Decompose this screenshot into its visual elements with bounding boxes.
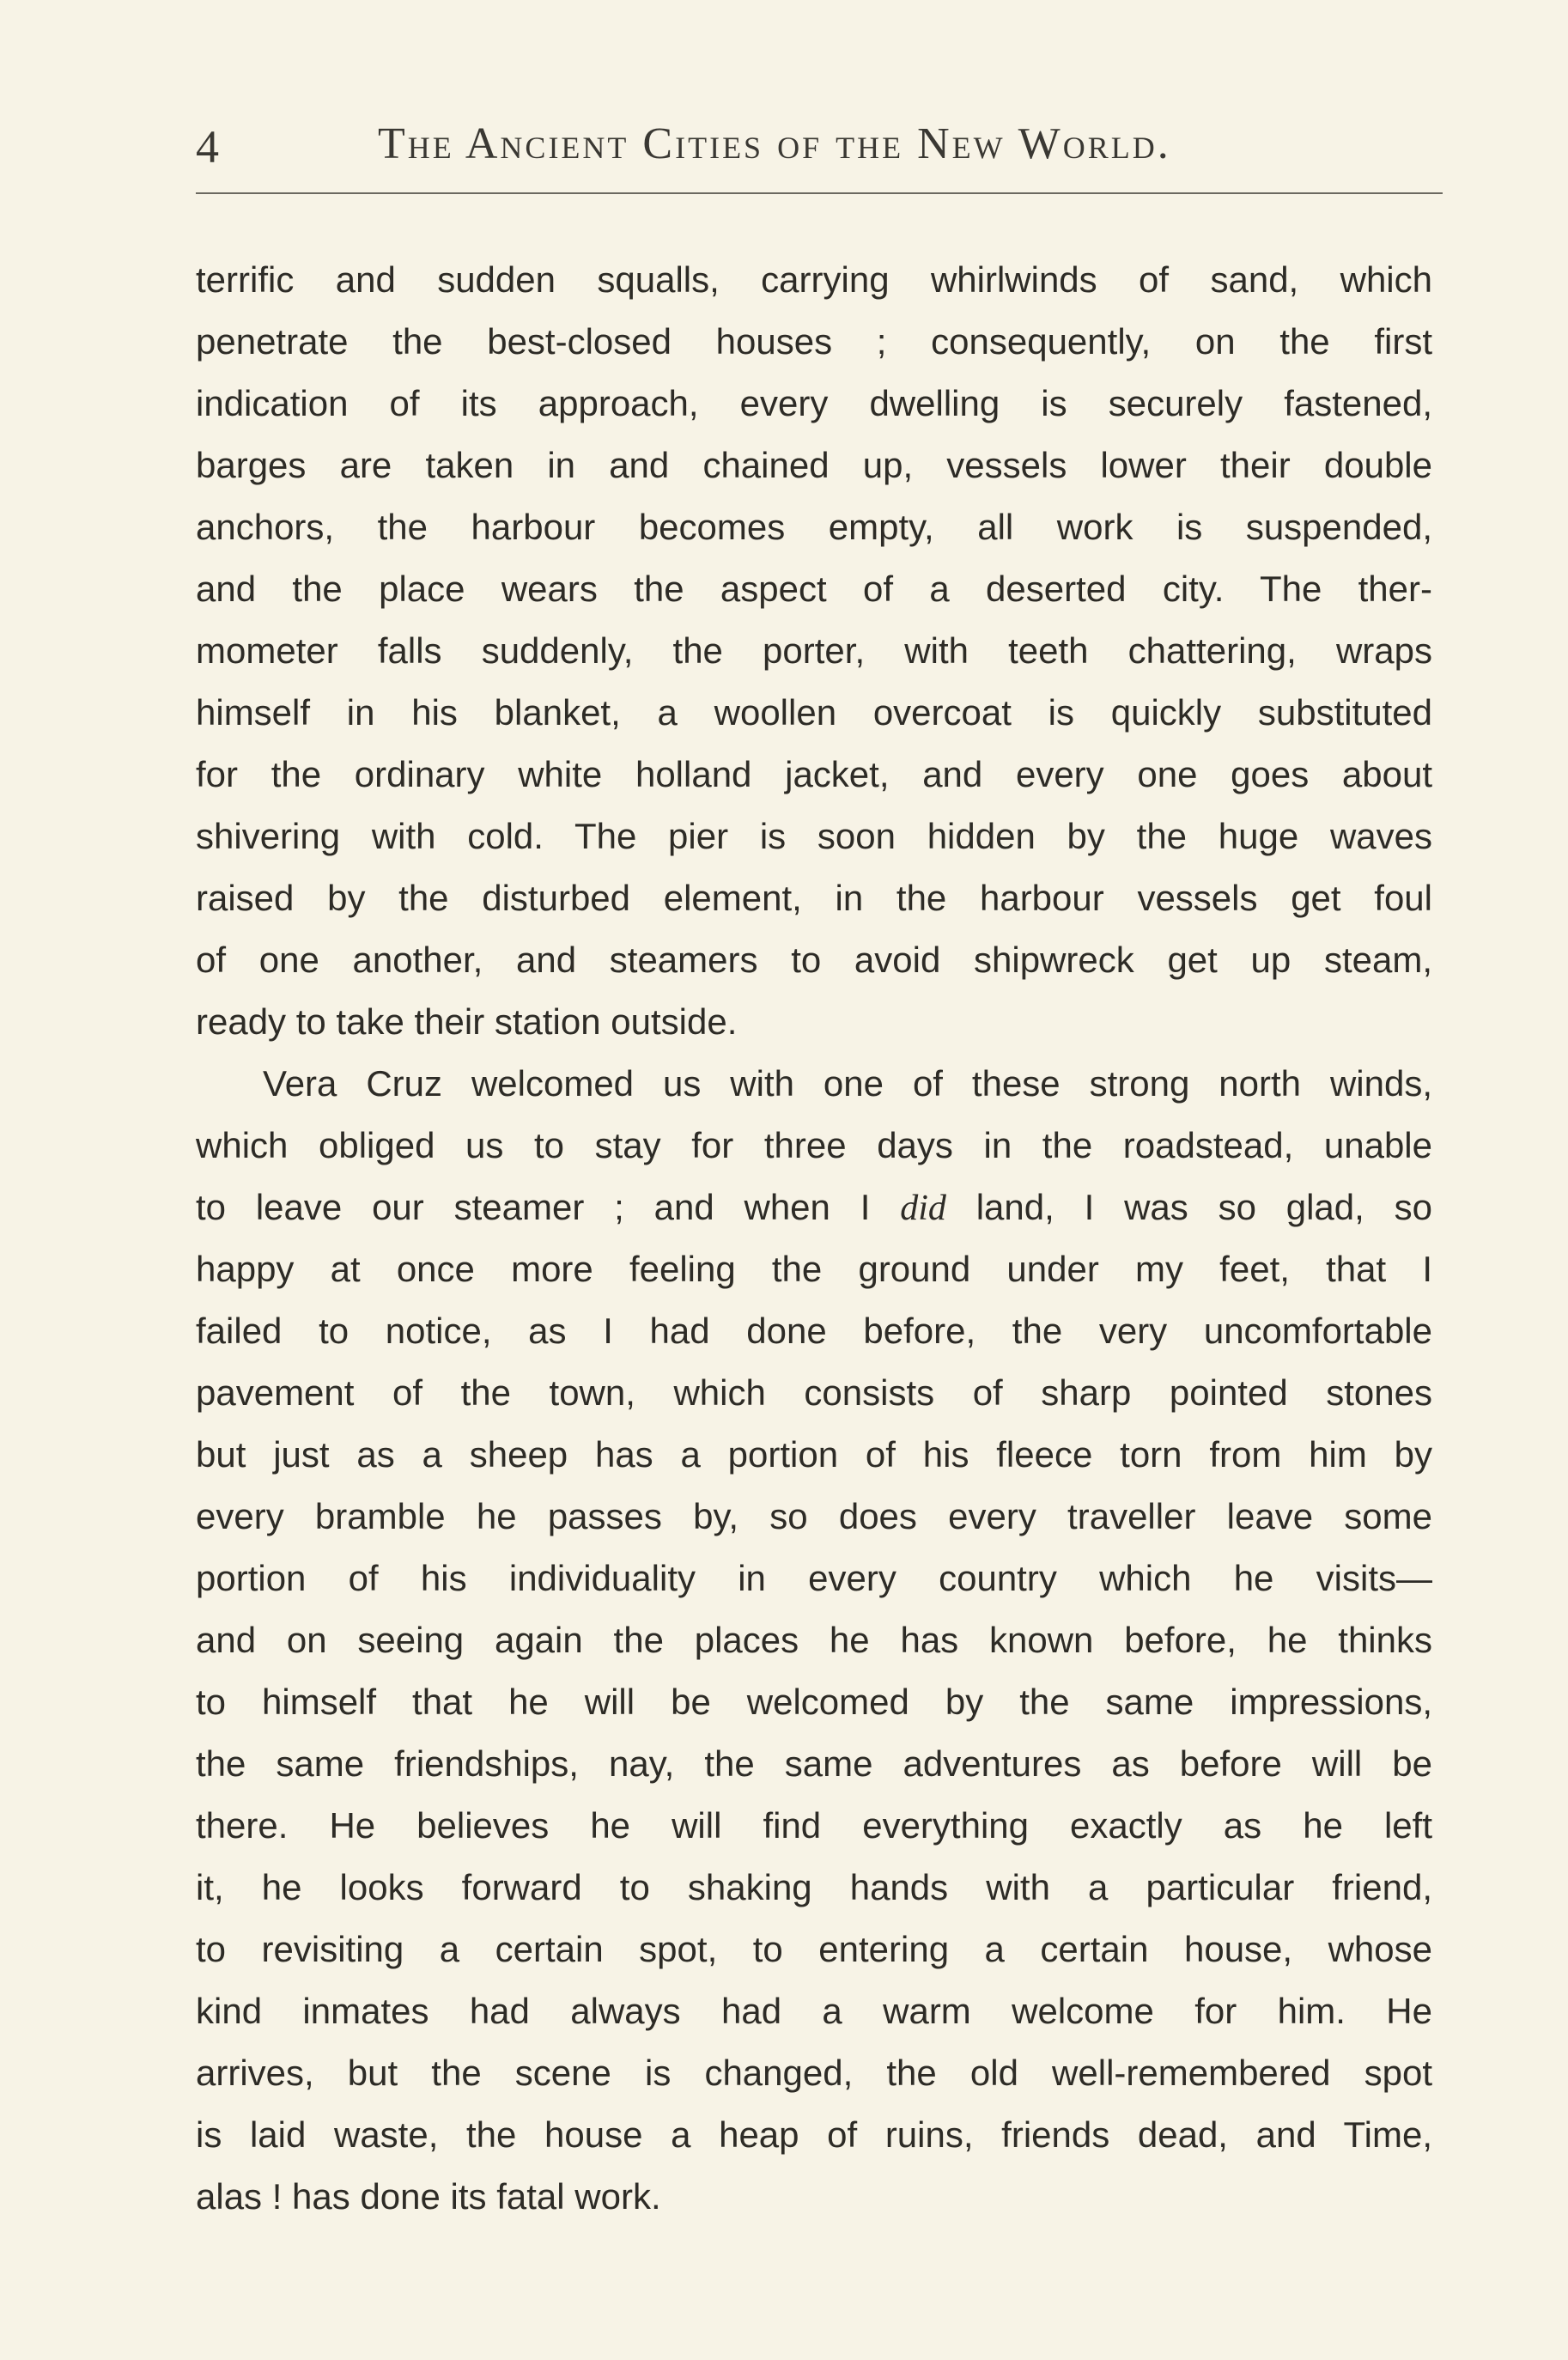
text-line: indication of its approach, every dwelling is securely fastened, [196,383,1432,423]
text-line: shivering with cold. The pier is soon hidden by the huge waves [196,816,1432,856]
text-line: pavement of the town, which consists of sharp pointed stones [196,1372,1432,1413]
text-line: terrific and sudden squalls, carrying whirlwinds of sand, which [196,259,1432,300]
text-line: and the place wears the aspect of a deserted city. The ther- [196,569,1432,609]
paragraph [196,1053,1432,2228]
text-line: which obliged us to stay for three days in the roadstead, unable [196,1125,1432,1165]
text-line: barges are taken in and chained up, vessels lower their double [196,445,1432,485]
text-line: every bramble he passes by, so does every traveller leave some [196,1496,1432,1536]
text-line: the same friendships, nay, the same adventures as before will be [196,1743,1432,1784]
text-line: to revisiting a certain spot, to entering a certain house, whose [196,1929,1432,1969]
text-line: for the ordinary white holland jacket, and every one goes about [196,754,1432,794]
italic-emphasis: did [900,1189,946,1228]
body-text [196,249,1432,2228]
text-line: but just as a sheep has a portion of his fleece torn from him by [196,1434,1432,1475]
text-line: anchors, the harbour becomes empty, all work is suspended, [196,507,1432,547]
text-line: portion of his individuality in every country which he visits— [196,1558,1432,1598]
text-line: arrives, but the scene is changed, the old well-remembered spot [196,2053,1432,2093]
text-line [196,1177,1432,1238]
text-line: alas ! has done its fatal work. [196,2176,661,2217]
text-line: to himself that he will be welcomed by the same impressions, [196,1682,1432,1722]
text-line: ready to take their station outside. [196,1001,738,1042]
text-line: mometer falls suddenly, the porter, with teeth chattering, wraps [196,630,1432,671]
text-line: is laid waste, the house a heap of ruins, friends dead, and Time, [196,2114,1432,2155]
text-line: raised by the disturbed element, in the harbour vessels get foul [196,878,1432,918]
running-title: The Ancient Cities of the New World. [378,119,1171,168]
text-line: failed to notice, as I had done before, the very uncomfortable [196,1311,1432,1351]
text-line: there. He believes he will find everything exactly as he left [196,1805,1432,1846]
paragraph [196,249,1432,1053]
header-rule [196,192,1443,194]
text-line: of one another, and steamers to avoid shipwreck get up steam, [196,940,1432,980]
text-line: himself in his blanket, a woollen overcoat is quickly substituted [196,692,1432,733]
text-run: land, I was so glad, so [945,1187,1432,1227]
text-line: it, he looks forward to shaking hands with a particular friend, [196,1867,1432,1907]
text-line: happy at once more feeling the ground under my feet, that I [196,1249,1432,1289]
text-line: Vera Cruz welcomed us with one of these strong north winds, [263,1063,1432,1104]
text-line: and on seeing again the places he has known before, he thinks [196,1620,1432,1660]
page-number: 4 [196,121,219,173]
text-run: to leave our steamer ; and when I [196,1187,901,1227]
text-line: kind inmates had always had a warm welcome for him. He [196,1991,1432,2031]
text-line: penetrate the best-closed houses ; consequently, on the first [196,321,1432,362]
